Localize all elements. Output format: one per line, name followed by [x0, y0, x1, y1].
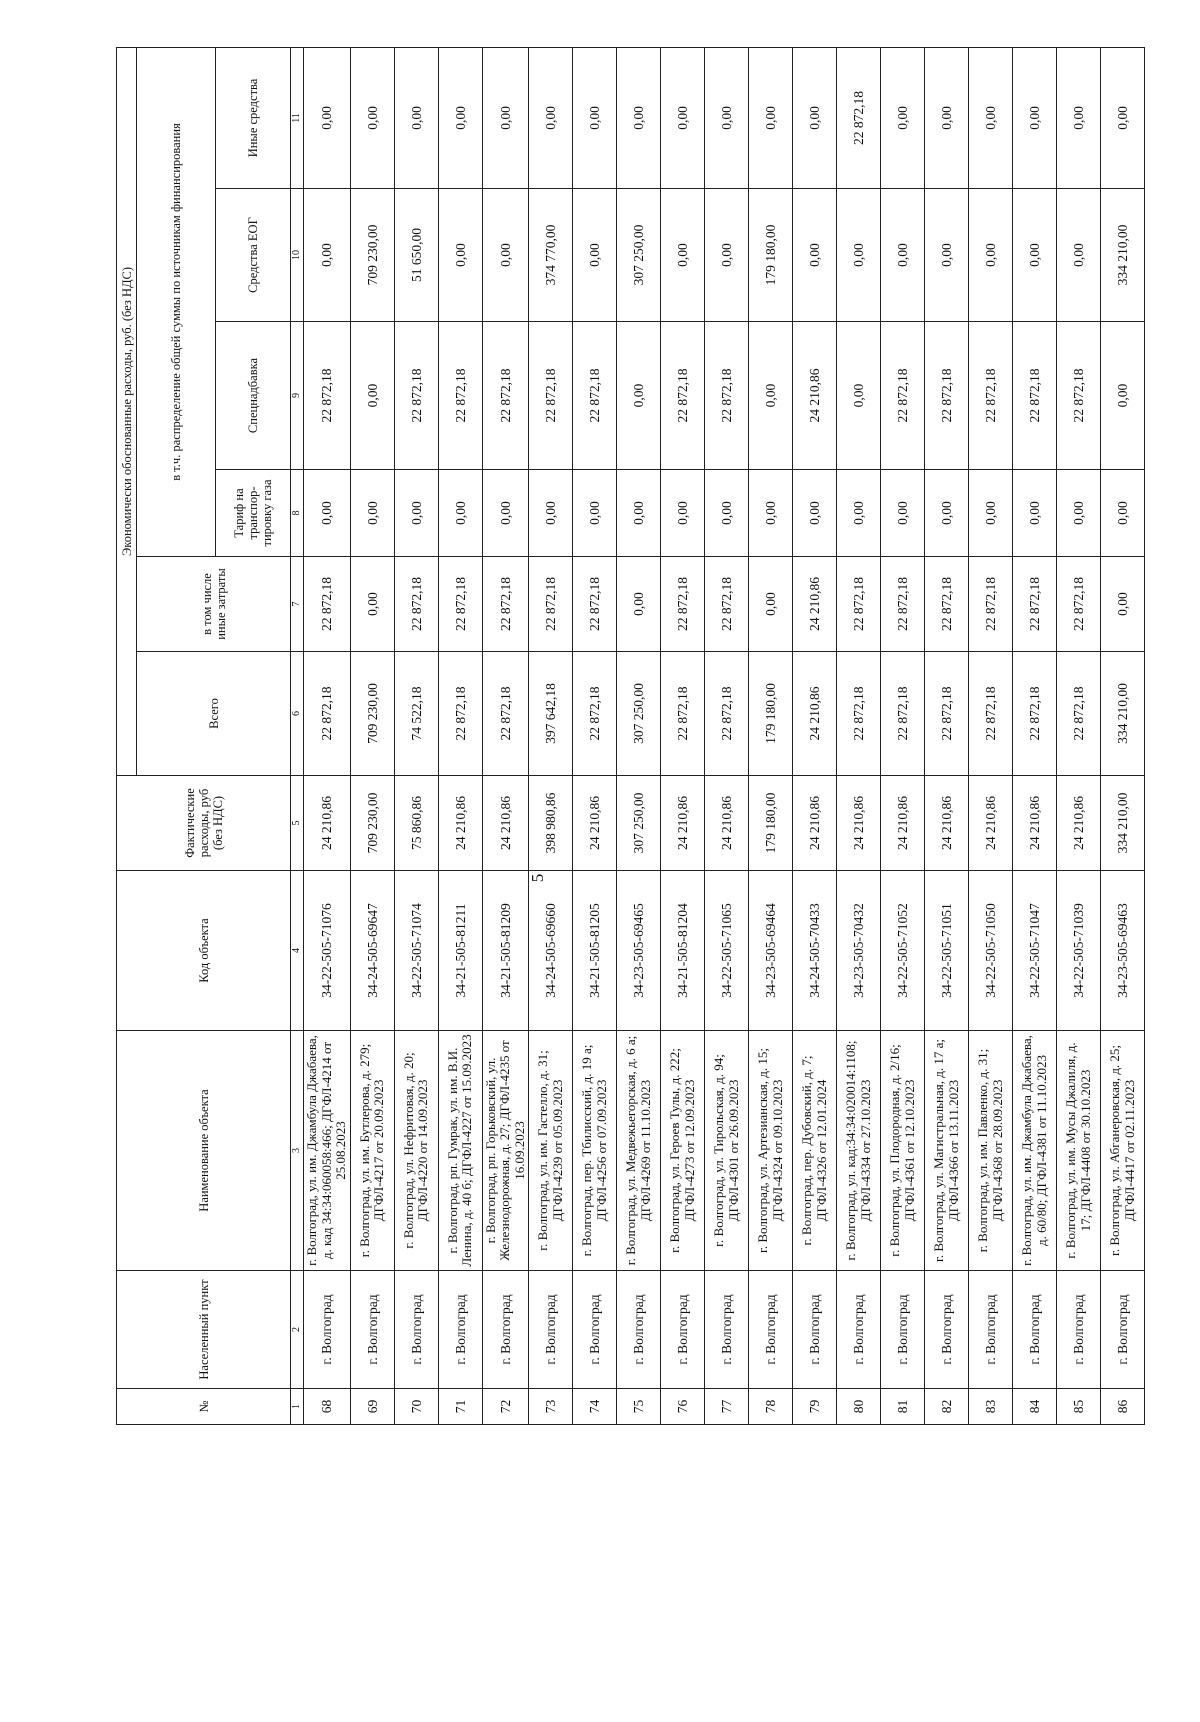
cell-eog-funds: 0,00 — [837, 189, 881, 322]
cell-settlement: г. Волгоград — [661, 1271, 705, 1389]
cell-special-allowance: 0,00 — [350, 322, 394, 470]
column-number: 11 — [291, 47, 304, 188]
cell-settlement: г. Волгоград — [394, 1271, 438, 1389]
cell-settlement: г. Волгоград — [749, 1271, 793, 1389]
cell-actual-expenses: 75 860,86 — [394, 776, 438, 871]
cell-other-funds: 0,00 — [573, 47, 617, 188]
cell-object-name: г. Волгоград, ул. им. Мусы Джалиля, д. 17; ДГФЛ-4408 от 30.10.2023 — [1057, 1031, 1101, 1271]
cell-object-code: 34-21-505-81211 — [438, 871, 482, 1031]
column-number: 3 — [291, 1031, 304, 1271]
cell-object-code: 34-23-505-70432 — [837, 871, 881, 1031]
table-row — [394, 47, 438, 1424]
cell-other-funds: 0,00 — [482, 47, 529, 188]
cell-object-name: г. Волгоград, пер. Дубовский, д. 7; ДГФЛ-4326 от 12.01.2024 — [793, 1031, 837, 1271]
cell-other-funds: 0,00 — [350, 47, 394, 188]
rotated-table-container — [116, 48, 1137, 1425]
cell-tariff: 0,00 — [529, 470, 573, 557]
cell-eog-funds: 0,00 — [1013, 189, 1057, 322]
header-settlement: Населенный пункт — [117, 1271, 291, 1389]
cell-actual-expenses: 24 210,86 — [1013, 776, 1057, 871]
cell-settlement: г. Волгоград — [837, 1271, 881, 1389]
table-row — [304, 47, 351, 1424]
cell-tariff: 0,00 — [1057, 470, 1101, 557]
cell-special-allowance: 22 872,18 — [304, 322, 351, 470]
cell-other-costs: 22 872,18 — [925, 557, 969, 652]
cell-tariff: 0,00 — [304, 470, 351, 557]
cell-object-name: г. Волгоград, ул. Артезианская, д. 15; ДГФЛ-4324 от 09.10.2023 — [749, 1031, 793, 1271]
cell-tariff: 0,00 — [969, 470, 1013, 557]
cell-settlement: г. Волгоград — [304, 1271, 351, 1389]
cell-eog-funds: 179 180,00 — [749, 189, 793, 322]
cell-object-name: г. Волгоград, ул. им. Джамбула Джабаева, д. кад 34:34:060058:466; ДГФЛ-4214 от 25.08.2023 — [304, 1031, 351, 1271]
cell-actual-expenses: 24 210,86 — [881, 776, 925, 871]
cell-total: 22 872,18 — [1013, 652, 1057, 776]
cell-no: 78 — [749, 1389, 793, 1425]
cell-no: 82 — [925, 1389, 969, 1425]
cell-object-name: г. Волгоград, ул. Героев Тулы, д. 222; ДГФЛ-4273 от 12.09.2023 — [661, 1031, 705, 1271]
cell-total: 24 210,86 — [793, 652, 837, 776]
header-object-code: Код объекта — [117, 871, 291, 1031]
column-number: 10 — [291, 189, 304, 322]
column-number: 7 — [291, 557, 304, 652]
expenses-table — [116, 47, 1145, 1425]
cell-eog-funds: 0,00 — [573, 189, 617, 322]
cell-object-code: 34-22-505-71065 — [705, 871, 749, 1031]
cell-object-name: г. Волгоград, ул. им. Бутлерова, д. 279; ДГФЛ-4217 от 20.09.2023 — [350, 1031, 394, 1271]
cell-object-code: 34-22-505-71076 — [304, 871, 351, 1031]
table-row — [1057, 47, 1101, 1424]
cell-settlement: г. Волгоград — [969, 1271, 1013, 1389]
column-number: 9 — [291, 322, 304, 470]
column-number: 6 — [291, 652, 304, 776]
cell-tariff: 0,00 — [1013, 470, 1057, 557]
header-eog-funds: Средства ЕОГ — [216, 189, 291, 322]
cell-settlement: г. Волгоград — [1101, 1271, 1145, 1389]
cell-total: 22 872,18 — [925, 652, 969, 776]
cell-settlement: г. Волгоград — [350, 1271, 394, 1389]
table-body — [304, 47, 1145, 1424]
column-number: 5 — [291, 776, 304, 871]
cell-object-code: 34-22-505-71039 — [1057, 871, 1101, 1031]
cell-actual-expenses: 24 210,86 — [837, 776, 881, 871]
cell-other-funds: 0,00 — [1057, 47, 1101, 188]
header-econ-group: Экономически обоснованные расходы, руб. (без НДС) — [117, 47, 137, 775]
cell-special-allowance: 0,00 — [749, 322, 793, 470]
cell-other-funds: 0,00 — [793, 47, 837, 188]
cell-eog-funds: 0,00 — [881, 189, 925, 322]
header-object-name: Наименование объекта — [117, 1031, 291, 1271]
column-number: 4 — [291, 871, 304, 1031]
cell-no: 86 — [1101, 1389, 1145, 1425]
cell-no: 85 — [1057, 1389, 1101, 1425]
cell-total: 22 872,18 — [705, 652, 749, 776]
cell-settlement: г. Волгоград — [1057, 1271, 1101, 1389]
cell-total: 22 872,18 — [438, 652, 482, 776]
cell-no: 74 — [573, 1389, 617, 1425]
cell-no: 79 — [793, 1389, 837, 1425]
cell-no: 69 — [350, 1389, 394, 1425]
cell-other-funds: 0,00 — [661, 47, 705, 188]
cell-tariff: 0,00 — [482, 470, 529, 557]
cell-object-name: г. Волгоград, ул. им. Павленко, д. 31; ДГФЛ-4368 от 28.09.2023 — [969, 1031, 1013, 1271]
cell-special-allowance: 22 872,18 — [529, 322, 573, 470]
cell-eog-funds: 0,00 — [925, 189, 969, 322]
header-other-costs: в том числе иные затраты — [137, 557, 291, 652]
cell-eog-funds: 709 230,00 — [350, 189, 394, 322]
cell-object-code: 34-21-505-81205 — [573, 871, 617, 1031]
cell-actual-expenses: 334 210,00 — [1101, 776, 1145, 871]
cell-object-code: 34-23-505-69463 — [1101, 871, 1145, 1031]
cell-other-costs: 0,00 — [350, 557, 394, 652]
cell-tariff: 0,00 — [793, 470, 837, 557]
cell-object-code: 34-21-505-81209 — [482, 871, 529, 1031]
cell-tariff: 0,00 — [749, 470, 793, 557]
table-header — [117, 47, 304, 1424]
cell-special-allowance: 0,00 — [837, 322, 881, 470]
table-row — [1013, 47, 1057, 1424]
table-row — [969, 47, 1013, 1424]
cell-other-costs: 24 210,86 — [793, 557, 837, 652]
cell-settlement: г. Волгоград — [438, 1271, 482, 1389]
cell-other-funds: 0,00 — [705, 47, 749, 188]
cell-eog-funds: 0,00 — [793, 189, 837, 322]
cell-object-code: 34-24-505-70433 — [793, 871, 837, 1031]
cell-tariff: 0,00 — [438, 470, 482, 557]
cell-settlement: г. Волгоград — [881, 1271, 925, 1389]
cell-special-allowance: 0,00 — [617, 322, 661, 470]
cell-total: 22 872,18 — [304, 652, 351, 776]
cell-object-code: 34-22-505-71074 — [394, 871, 438, 1031]
cell-no: 75 — [617, 1389, 661, 1425]
cell-other-costs: 22 872,18 — [304, 557, 351, 652]
table-row — [529, 47, 573, 1424]
cell-object-code: 34-23-505-69464 — [749, 871, 793, 1031]
cell-object-code: 34-21-505-81204 — [661, 871, 705, 1031]
header-no: № — [117, 1389, 291, 1425]
cell-total: 22 872,18 — [837, 652, 881, 776]
cell-other-funds: 22 872,18 — [837, 47, 881, 188]
cell-special-allowance: 22 872,18 — [394, 322, 438, 470]
cell-other-costs: 22 872,18 — [1013, 557, 1057, 652]
cell-special-allowance: 22 872,18 — [925, 322, 969, 470]
table-row — [837, 47, 881, 1424]
cell-no: 77 — [705, 1389, 749, 1425]
cell-total: 22 872,18 — [969, 652, 1013, 776]
cell-other-costs: 22 872,18 — [1057, 557, 1101, 652]
cell-settlement: г. Волгоград — [482, 1271, 529, 1389]
cell-actual-expenses: 179 180,00 — [749, 776, 793, 871]
cell-no: 68 — [304, 1389, 351, 1425]
cell-eog-funds: 0,00 — [661, 189, 705, 322]
cell-object-name: г. Волгоград, ул. Нефритовая, д. 20; ДГФЛ-4220 от 14.09.2023 — [394, 1031, 438, 1271]
cell-object-code: 34-22-505-71047 — [1013, 871, 1057, 1031]
cell-settlement: г. Волгоград — [573, 1271, 617, 1389]
cell-actual-expenses: 398 980,86 — [529, 776, 573, 871]
cell-other-costs: 22 872,18 — [394, 557, 438, 652]
cell-other-costs: 22 872,18 — [573, 557, 617, 652]
cell-object-code: 34-23-505-69465 — [617, 871, 661, 1031]
cell-special-allowance: 22 872,18 — [1057, 322, 1101, 470]
cell-settlement: г. Волгоград — [617, 1271, 661, 1389]
table-row — [925, 47, 969, 1424]
cell-object-name: г. Волгоград, ул. им. Гастелло, д. 31; ДГФЛ-4239 от 05.09.2023 — [529, 1031, 573, 1271]
header-actual-expenses: Фактические расходы, руб (без НДС) — [117, 776, 291, 871]
cell-settlement: г. Волгоград — [1013, 1271, 1057, 1389]
cell-actual-expenses: 24 210,86 — [969, 776, 1013, 871]
cell-tariff: 0,00 — [925, 470, 969, 557]
cell-no: 83 — [969, 1389, 1013, 1425]
cell-object-code: 34-22-505-71052 — [881, 871, 925, 1031]
cell-no: 72 — [482, 1389, 529, 1425]
table-row — [661, 47, 705, 1424]
cell-actual-expenses: 709 230,00 — [350, 776, 394, 871]
cell-object-name: г. Волгоград, ул. им. Джамбула Джабаева, д. 60/80; ДГФЛ-4381 от 11.10.2023 — [1013, 1031, 1057, 1271]
cell-other-costs: 22 872,18 — [837, 557, 881, 652]
cell-other-funds: 0,00 — [304, 47, 351, 188]
cell-special-allowance: 22 872,18 — [881, 322, 925, 470]
cell-actual-expenses: 24 210,86 — [661, 776, 705, 871]
cell-other-funds: 0,00 — [394, 47, 438, 188]
cell-other-funds: 0,00 — [529, 47, 573, 188]
cell-total: 709 230,00 — [350, 652, 394, 776]
table-row — [350, 47, 394, 1424]
header-total: Всего — [137, 652, 291, 776]
cell-other-costs: 22 872,18 — [438, 557, 482, 652]
cell-eog-funds: 0,00 — [438, 189, 482, 322]
cell-total: 334 210,00 — [1101, 652, 1145, 776]
cell-special-allowance: 22 872,18 — [661, 322, 705, 470]
cell-actual-expenses: 24 210,86 — [925, 776, 969, 871]
table-row — [438, 47, 482, 1424]
cell-object-code: 34-22-505-71051 — [925, 871, 969, 1031]
cell-total: 397 642,18 — [529, 652, 573, 776]
cell-special-allowance: 22 872,18 — [438, 322, 482, 470]
cell-special-allowance: 22 872,18 — [1013, 322, 1057, 470]
cell-eog-funds: 0,00 — [1057, 189, 1101, 322]
table-row — [793, 47, 837, 1424]
cell-object-name: г. Волгоград, ул. Абганеровская, д. 25; ДГФЛ-4417 от 02.11.2023 — [1101, 1031, 1145, 1271]
header-tariff: Тариф на транспор-тировку газа — [216, 470, 291, 557]
cell-tariff: 0,00 — [617, 470, 661, 557]
cell-other-funds: 0,00 — [881, 47, 925, 188]
cell-object-name: г. Волгоград, рп. Горьковский, ул. Железнодорожная, д. 27; ДГФЛ-4235 от 16.09.2023 — [482, 1031, 529, 1271]
cell-special-allowance: 22 872,18 — [482, 322, 529, 470]
cell-tariff: 0,00 — [394, 470, 438, 557]
cell-settlement: г. Волгоград — [925, 1271, 969, 1389]
header-special-allowance: Спецнадбавка — [216, 322, 291, 470]
column-numbers-row — [291, 47, 304, 1424]
cell-other-funds: 0,00 — [969, 47, 1013, 188]
table-row — [1101, 47, 1145, 1424]
cell-object-name: г. Волгоград, ул. Медвежьегорская, д. 6 а; ДГФЛ-4269 от 11.10.2023 — [617, 1031, 661, 1271]
cell-total: 22 872,18 — [573, 652, 617, 776]
table-row — [573, 47, 617, 1424]
cell-settlement: г. Волгоград — [705, 1271, 749, 1389]
cell-tariff: 0,00 — [661, 470, 705, 557]
header-other-funds: Иные средства — [216, 47, 291, 188]
cell-other-costs: 22 872,18 — [881, 557, 925, 652]
cell-special-allowance: 22 872,18 — [705, 322, 749, 470]
cell-tariff: 0,00 — [881, 470, 925, 557]
cell-total: 307 250,00 — [617, 652, 661, 776]
cell-tariff: 0,00 — [705, 470, 749, 557]
cell-total: 22 872,18 — [1057, 652, 1101, 776]
cell-special-allowance: 0,00 — [1101, 322, 1145, 470]
cell-actual-expenses: 24 210,86 — [304, 776, 351, 871]
column-number: 8 — [291, 470, 304, 557]
cell-object-code: 34-24-505-69660 — [529, 871, 573, 1031]
cell-object-name: г. Волгоград, ул. Тирольская, д. 94; ДГФЛ-4301 от 26.09.2023 — [705, 1031, 749, 1271]
page-number: 5 — [528, 873, 547, 883]
cell-object-name: г. Волгоград, ул. Магистральная, д. 17 а; ДГФЛ-4366 от 13.11.2023 — [925, 1031, 969, 1271]
cell-no: 70 — [394, 1389, 438, 1425]
cell-other-costs: 22 872,18 — [482, 557, 529, 652]
cell-special-allowance: 22 872,18 — [969, 322, 1013, 470]
cell-eog-funds: 0,00 — [304, 189, 351, 322]
cell-tariff: 0,00 — [350, 470, 394, 557]
cell-actual-expenses: 24 210,86 — [482, 776, 529, 871]
cell-eog-funds: 0,00 — [705, 189, 749, 322]
table-row — [749, 47, 793, 1424]
cell-settlement: г. Волгоград — [793, 1271, 837, 1389]
cell-total: 179 180,00 — [749, 652, 793, 776]
cell-actual-expenses: 24 210,86 — [793, 776, 837, 871]
cell-other-funds: 0,00 — [1101, 47, 1145, 188]
cell-tariff: 0,00 — [837, 470, 881, 557]
cell-eog-funds: 334 210,00 — [1101, 189, 1145, 322]
cell-tariff: 0,00 — [1101, 470, 1145, 557]
table-row — [705, 47, 749, 1424]
cell-other-costs: 0,00 — [749, 557, 793, 652]
cell-object-name: г. Волгоград, пер. Тбилисский, д. 19 а; ДГФЛ-4256 от 07.09.2023 — [573, 1031, 617, 1271]
cell-special-allowance: 22 872,18 — [573, 322, 617, 470]
cell-total: 22 872,18 — [482, 652, 529, 776]
cell-total: 22 872,18 — [661, 652, 705, 776]
table-row — [617, 47, 661, 1424]
table-row — [881, 47, 925, 1424]
cell-other-costs: 22 872,18 — [969, 557, 1013, 652]
cell-other-funds: 0,00 — [749, 47, 793, 188]
cell-no: 80 — [837, 1389, 881, 1425]
cell-no: 81 — [881, 1389, 925, 1425]
cell-actual-expenses: 24 210,86 — [573, 776, 617, 871]
cell-actual-expenses: 24 210,86 — [705, 776, 749, 871]
cell-other-funds: 0,00 — [925, 47, 969, 188]
table-row — [482, 47, 529, 1424]
column-number: 1 — [291, 1389, 304, 1425]
cell-actual-expenses: 24 210,86 — [438, 776, 482, 871]
cell-no: 76 — [661, 1389, 705, 1425]
cell-eog-funds: 0,00 — [482, 189, 529, 322]
cell-object-name: г. Волгоград, рп. Гумрак, ул. им. В.И. Ленина, д. 40 б; ДГФЛ-4227 от 15.09.2023 — [438, 1031, 482, 1271]
cell-actual-expenses: 24 210,86 — [1057, 776, 1101, 871]
cell-eog-funds: 374 770,00 — [529, 189, 573, 322]
cell-total: 74 522,18 — [394, 652, 438, 776]
cell-object-name: г. Волгоград, ул. Плодородная, д. 2/16; ДГФЛ-4361 от 12.10.2023 — [881, 1031, 925, 1271]
cell-other-funds: 0,00 — [438, 47, 482, 188]
cell-other-costs: 22 872,18 — [529, 557, 573, 652]
cell-other-costs: 0,00 — [617, 557, 661, 652]
cell-other-funds: 0,00 — [617, 47, 661, 188]
cell-tariff: 0,00 — [573, 470, 617, 557]
cell-other-costs: 0,00 — [1101, 557, 1145, 652]
cell-eog-funds: 0,00 — [969, 189, 1013, 322]
cell-other-costs: 22 872,18 — [661, 557, 705, 652]
cell-special-allowance: 24 210,86 — [793, 322, 837, 470]
cell-total: 22 872,18 — [881, 652, 925, 776]
header-sources-group: в т.ч. распределение общей суммы по источникам финансирования — [137, 47, 216, 556]
cell-no: 84 — [1013, 1389, 1057, 1425]
cell-object-name: г. Волгоград, ул. кад:34:34:020014:1108; ДГФЛ-4334 от 27.10.2023 — [837, 1031, 881, 1271]
cell-other-funds: 0,00 — [1013, 47, 1057, 188]
column-number: 2 — [291, 1271, 304, 1389]
cell-no: 73 — [529, 1389, 573, 1425]
cell-other-costs: 22 872,18 — [705, 557, 749, 652]
cell-object-code: 34-24-505-69647 — [350, 871, 394, 1031]
cell-actual-expenses: 307 250,00 — [617, 776, 661, 871]
cell-eog-funds: 51 650,00 — [394, 189, 438, 322]
cell-no: 71 — [438, 1389, 482, 1425]
cell-object-code: 34-22-505-71050 — [969, 871, 1013, 1031]
cell-settlement: г. Волгоград — [529, 1271, 573, 1389]
cell-eog-funds: 307 250,00 — [617, 189, 661, 322]
